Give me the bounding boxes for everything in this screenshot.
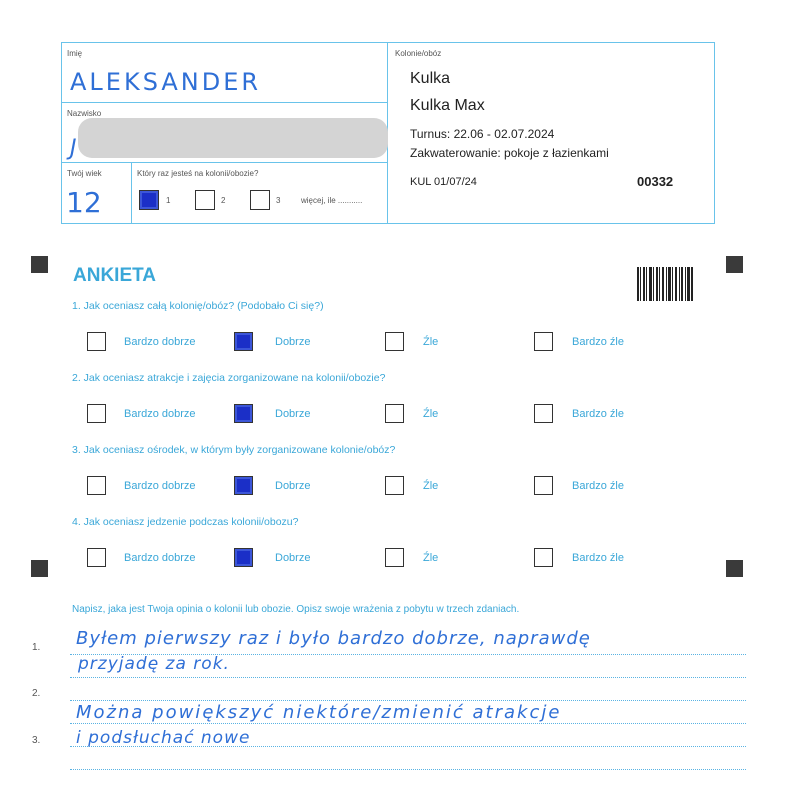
line-number-1: 1. (32, 642, 41, 653)
line-number-3: 3. (32, 735, 41, 746)
camp-name: Kulka (410, 70, 451, 87)
times-option-3-label: 3 (276, 196, 281, 205)
q2-bardzo-zle-label: Bardzo źle (572, 408, 624, 420)
q3-dobrze-label: Dobrze (275, 480, 311, 492)
nazwisko-value: J (70, 136, 77, 161)
q3-zle-checkbox[interactable] (385, 476, 404, 495)
q3-bardzo-zle-label: Bardzo źle (572, 480, 624, 492)
opinion-prompt: Napisz, jaka jest Twoja opinia o kolonii lub obozie. Opisz swoje wrażenia z pobytu w trzech zdaniach. (72, 604, 520, 615)
answer-text-1b: przyjadę za rok. (78, 654, 230, 674)
answer-line-2 (70, 700, 746, 701)
times-option-1-label: 1 (166, 196, 171, 205)
ktory-label: Który raz jesteś na kolonii/obozie? (137, 169, 259, 178)
question-3: 3. Jak oceniasz ośrodek, w którym były zorganizowane kolonie/obóz? (72, 444, 396, 456)
form-number: 00332 (637, 174, 674, 189)
q3-dobrze-checkbox[interactable] (234, 476, 253, 495)
registration-marker-bottom-left (31, 560, 48, 577)
answer-text-1a: Byłem pierwszy raz i było bardzo dobrze, naprawdę (76, 628, 591, 649)
registration-marker-top-left (31, 256, 48, 273)
times-more-label: więcej, ile ........... (301, 196, 363, 205)
q4-zle-checkbox[interactable] (385, 548, 404, 567)
q4-dobrze-label: Dobrze (275, 552, 311, 564)
redaction-bar (78, 118, 388, 158)
answer-text-2b: i podsłuchać nowe (76, 728, 251, 748)
q1-dobrze-label: Dobrze (275, 336, 311, 348)
q2-dobrze-label: Dobrze (275, 408, 311, 420)
answer-line-2b (70, 723, 746, 724)
times-option-2-label: 2 (221, 196, 226, 205)
q4-bardzo-zle-label: Bardzo źle (572, 552, 624, 564)
zakwaterowanie-text: Zakwaterowanie: pokoje z łazienkami (410, 146, 609, 160)
survey-title: ANKIETA (73, 265, 157, 286)
q1-bardzo-dobrze-label: Bardzo dobrze (124, 336, 196, 348)
times-option-1-checkbox[interactable] (139, 190, 159, 210)
q1-dobrze-checkbox[interactable] (234, 332, 253, 351)
q2-dobrze-checkbox[interactable] (234, 404, 253, 423)
q3-bardzo-dobrze-checkbox[interactable] (87, 476, 106, 495)
q2-bardzo-zle-checkbox[interactable] (534, 404, 553, 423)
question-2: 2. Jak oceniasz atrakcje i zajęcia zorganizowane na kolonii/obozie? (72, 372, 386, 384)
barcode-icon (637, 267, 693, 301)
nazwisko-label: Nazwisko (67, 109, 102, 118)
q1-bardzo-zle-label: Bardzo źle (572, 336, 624, 348)
q2-bardzo-dobrze-label: Bardzo dobrze (124, 408, 196, 420)
header-vdivider-age (131, 162, 132, 223)
wiek-value: 12 (66, 186, 102, 219)
times-option-3-checkbox[interactable] (250, 190, 270, 210)
registration-marker-bottom-right (726, 560, 743, 577)
kolonie-label: Kolonie/obóz (395, 49, 442, 58)
wiek-label: Twój wiek (67, 169, 102, 178)
q2-zle-checkbox[interactable] (385, 404, 404, 423)
imie-value: ALEKSANDER (70, 68, 262, 96)
q4-bardzo-dobrze-checkbox[interactable] (87, 548, 106, 567)
q3-bardzo-zle-checkbox[interactable] (534, 476, 553, 495)
turnus-text: Turnus: 22.06 - 02.07.2024 (410, 127, 555, 141)
header-hdivider-2 (61, 162, 388, 163)
q1-zle-label: Źle (423, 336, 439, 348)
q4-zle-label: Źle (423, 552, 439, 564)
q4-dobrze-checkbox[interactable] (234, 548, 253, 567)
imie-label: Imię (67, 49, 83, 58)
q3-zle-label: Źle (423, 480, 439, 492)
answer-text-2a: Można powiększyć niektóre/zmienić atrakcje (76, 702, 562, 723)
answer-line-1b (70, 677, 746, 678)
q1-zle-checkbox[interactable] (385, 332, 404, 351)
question-4: 4. Jak oceniasz jedzenie podczas kolonii/obozu? (72, 516, 299, 528)
question-1: 1. Jak oceniasz całą kolonię/obóz? (Podobało Ci się?) (72, 300, 324, 312)
q1-bardzo-dobrze-checkbox[interactable] (87, 332, 106, 351)
header-hdivider-1 (61, 102, 388, 103)
q2-zle-label: Źle (423, 408, 439, 420)
q4-bardzo-zle-checkbox[interactable] (534, 548, 553, 567)
registration-marker-top-right (726, 256, 743, 273)
q1-bardzo-zle-checkbox[interactable] (534, 332, 553, 351)
q3-bardzo-dobrze-label: Bardzo dobrze (124, 480, 196, 492)
q2-bardzo-dobrze-checkbox[interactable] (87, 404, 106, 423)
line-number-2: 2. (32, 688, 41, 699)
camp-subname: Kulka Max (410, 97, 485, 114)
times-option-2-checkbox[interactable] (195, 190, 215, 210)
answer-line-3b (70, 769, 746, 770)
camp-code: KUL 01/07/24 (410, 176, 477, 188)
q4-bardzo-dobrze-label: Bardzo dobrze (124, 552, 196, 564)
